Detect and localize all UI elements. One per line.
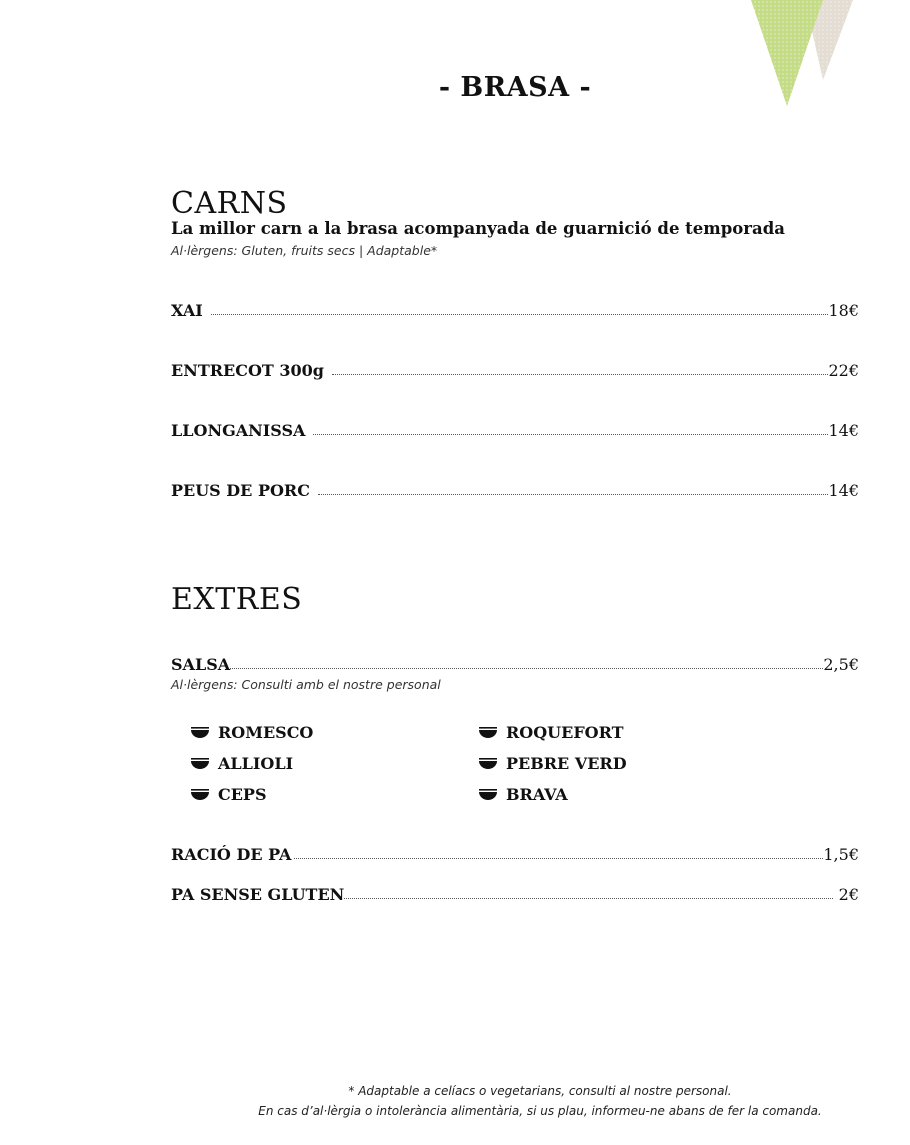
item-name: RACIÓ DE PA <box>171 845 292 864</box>
bowl-icon <box>478 725 498 739</box>
pennant-decoration-icon <box>745 0 865 110</box>
dot-leader <box>230 663 823 669</box>
item-price: 22€ <box>828 361 859 380</box>
item-price: 2€ <box>838 885 859 904</box>
bowl-icon <box>190 725 210 739</box>
dot-leader <box>318 489 829 495</box>
section-title-carns: CARNS <box>171 186 288 221</box>
sauce-name: CEPS <box>218 784 267 804</box>
page-title: - BRASA - <box>438 72 592 103</box>
sauce-item <box>478 721 624 743</box>
item-price: 14€ <box>828 481 859 500</box>
menu-item-peus-de-porc <box>171 478 859 500</box>
sauce-item <box>190 721 313 743</box>
sauce-item <box>478 752 627 774</box>
footer-note-adaptable: * Adaptable a celíacs o vegetarians, consulti al nostre personal. <box>348 1084 732 1098</box>
item-name: SALSA <box>171 655 231 674</box>
item-name: PA SENSE GLUTEN <box>171 885 345 904</box>
menu-item-pa-sense-gluten <box>171 882 859 904</box>
bowl-icon <box>190 756 210 770</box>
sauce-name: ALLIOLI <box>218 753 294 773</box>
dot-leader <box>313 429 828 435</box>
section-title-extres: EXTRES <box>171 582 303 617</box>
item-name: XAI <box>171 301 203 320</box>
dot-leader <box>332 369 829 375</box>
sauce-item <box>190 783 267 805</box>
item-name: PEUS DE PORC <box>171 481 310 500</box>
allergens-note-salsa: Al·lèrgens: Consulti amb el nostre personal <box>171 677 441 692</box>
item-price: 2,5€ <box>823 655 859 674</box>
sauce-name: PEBRE VERD <box>506 753 627 773</box>
dot-leader <box>211 309 829 315</box>
menu-item-racio-de-pa <box>171 842 859 864</box>
sauce-item <box>478 783 568 805</box>
menu-item-llonganissa <box>171 418 859 440</box>
menu-item-entrecot <box>171 358 859 380</box>
sauce-name: BRAVA <box>506 784 568 804</box>
dot-leader <box>344 893 832 899</box>
dot-leader <box>294 853 823 859</box>
footer-note-allergy: En cas d’al·lèrgia o intolerància alimentària, si us plau, informeu-ne abans de fer la comanda. <box>258 1104 822 1118</box>
item-price: 14€ <box>828 421 859 440</box>
item-price: 1,5€ <box>823 845 859 864</box>
sauce-name: ROQUEFORT <box>506 722 624 742</box>
menu-item-xai <box>171 298 859 320</box>
bowl-icon <box>190 787 210 801</box>
item-name: ENTRECOT 300g <box>171 361 324 380</box>
bowl-icon <box>478 756 498 770</box>
allergens-note-carns: Al·lèrgens: Gluten, fruits secs | Adaptable* <box>171 243 438 258</box>
menu-item-salsa <box>171 652 859 674</box>
section-subtitle-carns: La millor carn a la brasa acompanyada de guarnició de temporada <box>171 219 785 238</box>
item-price: 18€ <box>828 301 859 320</box>
sauce-item <box>190 752 293 774</box>
item-name: LLONGANISSA <box>171 421 306 440</box>
bowl-icon <box>478 787 498 801</box>
sauce-name: ROMESCO <box>218 722 314 742</box>
